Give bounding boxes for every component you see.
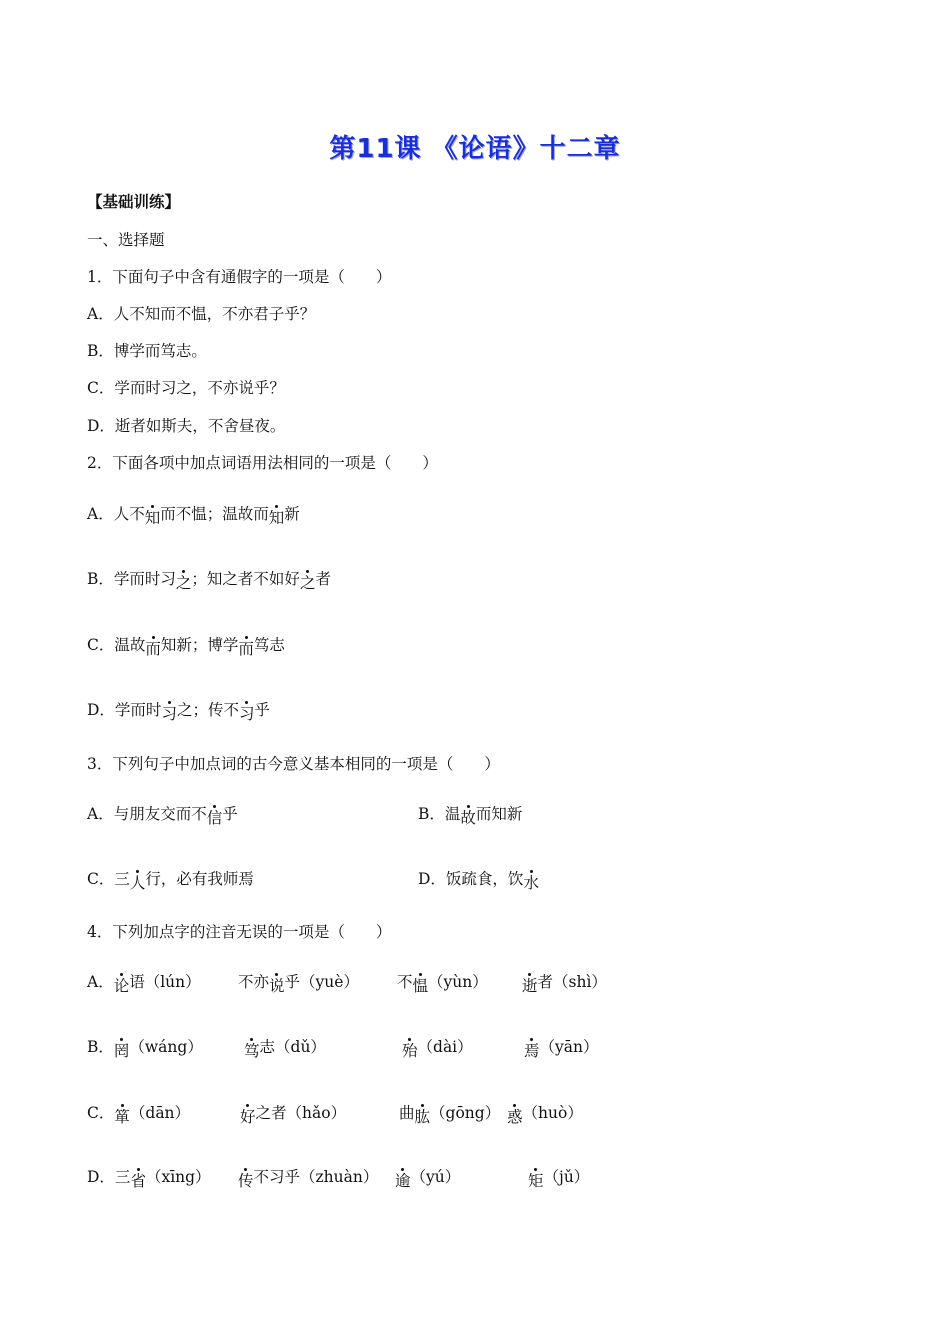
dotted-char: 习 xyxy=(161,705,177,723)
section-heading: 【基础训练】 xyxy=(87,193,181,211)
dotted-char: 故 xyxy=(460,809,476,827)
question-1-option-a: A．人不知而不愠，不亦君子乎？ xyxy=(87,305,316,323)
question-2-option-b: B．学而时习之；知之者不如好之者 xyxy=(87,570,331,592)
question-2-option-c: C．温故而知新；博学而笃志 xyxy=(87,636,285,658)
question-4-option-c-item-3: 曲肱（gōng） xyxy=(399,1104,501,1126)
dotted-char: 说 xyxy=(269,977,285,995)
dotted-char: 箪 xyxy=(114,1108,130,1126)
question-1-option-b: B．博学而笃志。 xyxy=(87,342,207,360)
question-4-option-d-item-3: 逾（yú） xyxy=(395,1168,461,1190)
dotted-char: 愠 xyxy=(412,977,429,995)
question-4-option-c-item-1: C．箪（dān） xyxy=(87,1104,191,1126)
question-4-option-c-item-2: 好之者（hǎo） xyxy=(240,1104,347,1126)
question-4-option-b-item-4: 焉（yān） xyxy=(524,1038,599,1060)
question-4-option-a-item-1: A．论语（lún） xyxy=(87,973,201,995)
dotted-char: 之 xyxy=(175,574,192,592)
question-4-option-c-item-4: 惑（huò） xyxy=(507,1104,583,1126)
dotted-char: 知 xyxy=(144,509,161,527)
question-4-option-b-item-3: 殆（dài） xyxy=(402,1038,473,1060)
question-4-option-a-item-2: 不亦说乎（yuè） xyxy=(238,973,359,995)
dotted-char: 罔 xyxy=(113,1042,130,1060)
part-heading: 一、选择题 xyxy=(87,231,165,249)
dotted-char: 逝 xyxy=(522,977,538,995)
dotted-char: 殆 xyxy=(402,1042,418,1060)
question-4-option-d-item-2: 传不习乎（zhuàn） xyxy=(238,1168,379,1190)
question-2-option-d: D．学而时习之；传不习乎 xyxy=(87,701,270,723)
question-4-option-d-item-1: D．三省（xīng） xyxy=(87,1168,211,1190)
question-3-option-b: B．温故而知新 xyxy=(418,805,523,827)
question-2-stem: 2．下面各项中加点词语用法相同的一项是（ ） xyxy=(87,454,438,472)
dotted-char: 笃 xyxy=(244,1042,260,1060)
dotted-char: 论 xyxy=(113,977,130,995)
dotted-char: 而 xyxy=(238,640,254,658)
question-3-option-a: A．与朋友交而不信乎 xyxy=(87,805,238,827)
dotted-char: 惑 xyxy=(507,1108,523,1126)
dotted-char: 好 xyxy=(240,1108,256,1126)
question-4-option-b-item-2: 笃志（dǔ） xyxy=(244,1038,326,1060)
question-1-stem: 1．下面句子中含有通假字的一项是（ ） xyxy=(87,268,392,286)
dotted-char: 之 xyxy=(299,574,316,592)
question-4-stem: 4．下列加点字的注音无误的一项是（ ） xyxy=(87,923,392,941)
question-4-option-a-item-3: 不愠（yùn） xyxy=(397,973,488,995)
question-1-option-c: C．学而时习之，不亦说乎？ xyxy=(87,379,285,397)
page-title: 第11课 《论语》十二章 xyxy=(329,134,621,164)
question-1-option-d: D．逝者如斯夫，不舍昼夜。 xyxy=(87,417,286,435)
question-3-option-d: D．饭疏食，饮水 xyxy=(418,870,539,892)
question-4-option-b-item-1: B．罔（wáng） xyxy=(87,1038,203,1060)
dotted-char: 肱 xyxy=(414,1108,431,1126)
dotted-char: 习 xyxy=(238,705,255,723)
dotted-char: 信 xyxy=(206,809,223,827)
dotted-char: 焉 xyxy=(524,1042,540,1060)
question-3-stem: 3．下列句子中加点词的古今意义基本相同的一项是（ ） xyxy=(87,755,500,773)
question-2-option-a: A．人不知而不愠；温故而知新 xyxy=(87,505,300,527)
dotted-char: 水 xyxy=(523,874,539,892)
dotted-char: 而 xyxy=(145,640,161,658)
question-3-option-c: C．三人行，必有我师焉 xyxy=(87,870,254,892)
dotted-char: 省 xyxy=(130,1172,146,1190)
dotted-char: 人 xyxy=(129,874,146,892)
dotted-char: 矩 xyxy=(528,1172,544,1190)
dotted-char: 知 xyxy=(268,509,285,527)
question-4-option-d-item-4: 矩（jǔ） xyxy=(528,1168,590,1190)
dotted-char: 逾 xyxy=(395,1172,411,1190)
dotted-char: 传 xyxy=(238,1172,254,1190)
question-4-option-a-item-4: 逝者（shì） xyxy=(522,973,607,995)
